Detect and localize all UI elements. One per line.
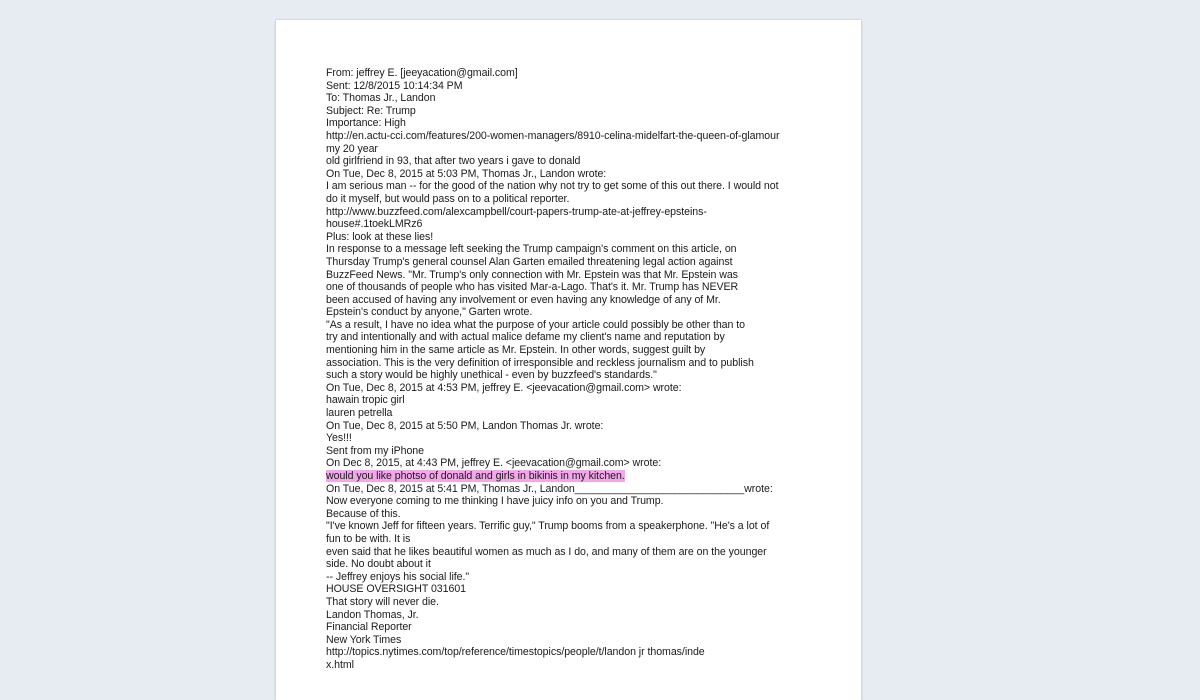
body-line: I am serious man -- for the good of the nation why not try to get some of this out there. I would not <box>326 180 779 193</box>
body-line: http://www.buzzfeed.com/alexcampbell/court-papers-trump-ate-at-jeffrey-epsteins- <box>326 205 707 218</box>
body-line: such a story would be highly unethical - even by buzzfeed's standards." <box>326 369 657 382</box>
email-header-from: From: jeffrey E. [jeeyacation@gmail.com] <box>326 67 518 79</box>
signature-link: http://topics.nytimes.com/top/reference/timestopics/people/t/landon jr thomas/inde <box>326 646 705 659</box>
body-line: mentioning him in the same article as Mr. Epstein. In other words, suggest guilt by <box>326 344 706 357</box>
body-line: fun to be with. It is <box>326 532 411 545</box>
body-line: my 20 year <box>326 142 378 155</box>
body-line: one of thousands of people who has visited Mar-a-Lago. That's it. Mr. Trump has NEVER <box>326 281 739 294</box>
body-line: Now everyone coming to me thinking I have juicy info on you and Trump. <box>326 495 664 508</box>
body-line: try and intentionally and with actual malice defame my client's name and reputation by <box>326 331 725 344</box>
body-line: Sent from my iPhone <box>326 444 424 457</box>
bates-stamp: HOUSE OVERSIGHT 031601 <box>326 583 467 596</box>
body-line: do it myself, but would pass on to a political reporter. <box>326 192 570 205</box>
body-line: lauren petrella <box>326 407 393 420</box>
body-line: Plus: look at these lies! <box>326 230 434 243</box>
email-header-to: To: Thomas Jr., Landon <box>326 92 436 105</box>
email-header-sent: Sent: 12/8/2015 10:14:34 PM <box>326 79 463 92</box>
body-line: "As a result, I have no idea what the purpose of your article could possibly be other than to <box>326 318 745 331</box>
body-line: side. No doubt about it <box>326 558 431 571</box>
body-line: "I've known Jeff for fifteen years. Terrific guy," Trump booms from a speakerphone. "He's a lot of <box>326 520 770 533</box>
document-page <box>276 20 861 700</box>
body-line: even said that he likes beautiful women as much as I do, and many of them are on the younger <box>326 545 767 558</box>
body-line: Epstein's conduct by anyone," Garten wrote. <box>326 306 533 319</box>
quoted-header-line: On Tue, Dec 8, 2015 at 5:41 PM, Thomas Jr., Landon_____________________________wrote: <box>326 482 773 495</box>
quoted-header-line: On Tue, Dec 8, 2015 at 5:50 PM, Landon Thomas Jr. wrote: <box>326 419 604 432</box>
body-line: Thursday Trump's general counsel Alan Garten emailed threatening legal action against <box>326 255 733 268</box>
signature-title: Financial Reporter <box>326 621 412 634</box>
document-text <box>326 67 826 672</box>
quoted-header-line: On Tue, Dec 8, 2015 at 4:53 PM, jeffrey E. <jeevacation@gmail.com> wrote: <box>326 381 682 394</box>
body-line: Yes!!! <box>326 432 352 445</box>
body-line: old girlfriend in 93, that after two years i gave to donald <box>326 155 581 168</box>
body-line: hawain tropic girl <box>326 394 405 407</box>
body-line: BuzzFeed News. "Mr. Trump's only connection with Mr. Epstein was that Mr. Epstein was <box>326 268 738 281</box>
signature-name: Landon Thomas, Jr. <box>326 608 419 621</box>
quoted-header-line: On Dec 8, 2015, at 4:43 PM, jeffrey E. <jeevacation@gmail.com> wrote: <box>326 457 662 470</box>
body-line: That story will never die. <box>326 595 439 608</box>
body-line: house#.1toekLMRz6 <box>326 218 423 231</box>
email-header-importance: Importance: High <box>326 117 406 130</box>
email-header-subject: Subject: Re: Trump <box>326 104 416 117</box>
highlighted-line-wrapper <box>326 470 826 483</box>
body-line: been accused of having any involvement or even having any knowledge of any of Mr. <box>326 293 721 306</box>
quoted-header-line: On Tue, Dec 8, 2015 at 5:03 PM, Thomas Jr., Landon wrote: <box>326 167 607 180</box>
body-line: http://en.actu-cci.com/features/200-women-managers/8910-celina-midelfart-the-queen-of-glamour <box>326 129 780 142</box>
body-line: In response to a message left seeking the Trump campaign's comment on this article, on <box>326 243 737 256</box>
highlighted-text: would you like photso of donald and girls in bikinis in my kitchen. <box>326 470 625 482</box>
body-line: association. This is the very definition of irresponsible and reckless journalism and to publish <box>326 356 754 369</box>
body-line: -- Jeffrey enjoys his social life." <box>326 570 470 583</box>
body-line: Because of this. <box>326 507 401 520</box>
signature-org: New York Times <box>326 633 402 646</box>
signature-link-cont: x.html <box>326 658 354 671</box>
